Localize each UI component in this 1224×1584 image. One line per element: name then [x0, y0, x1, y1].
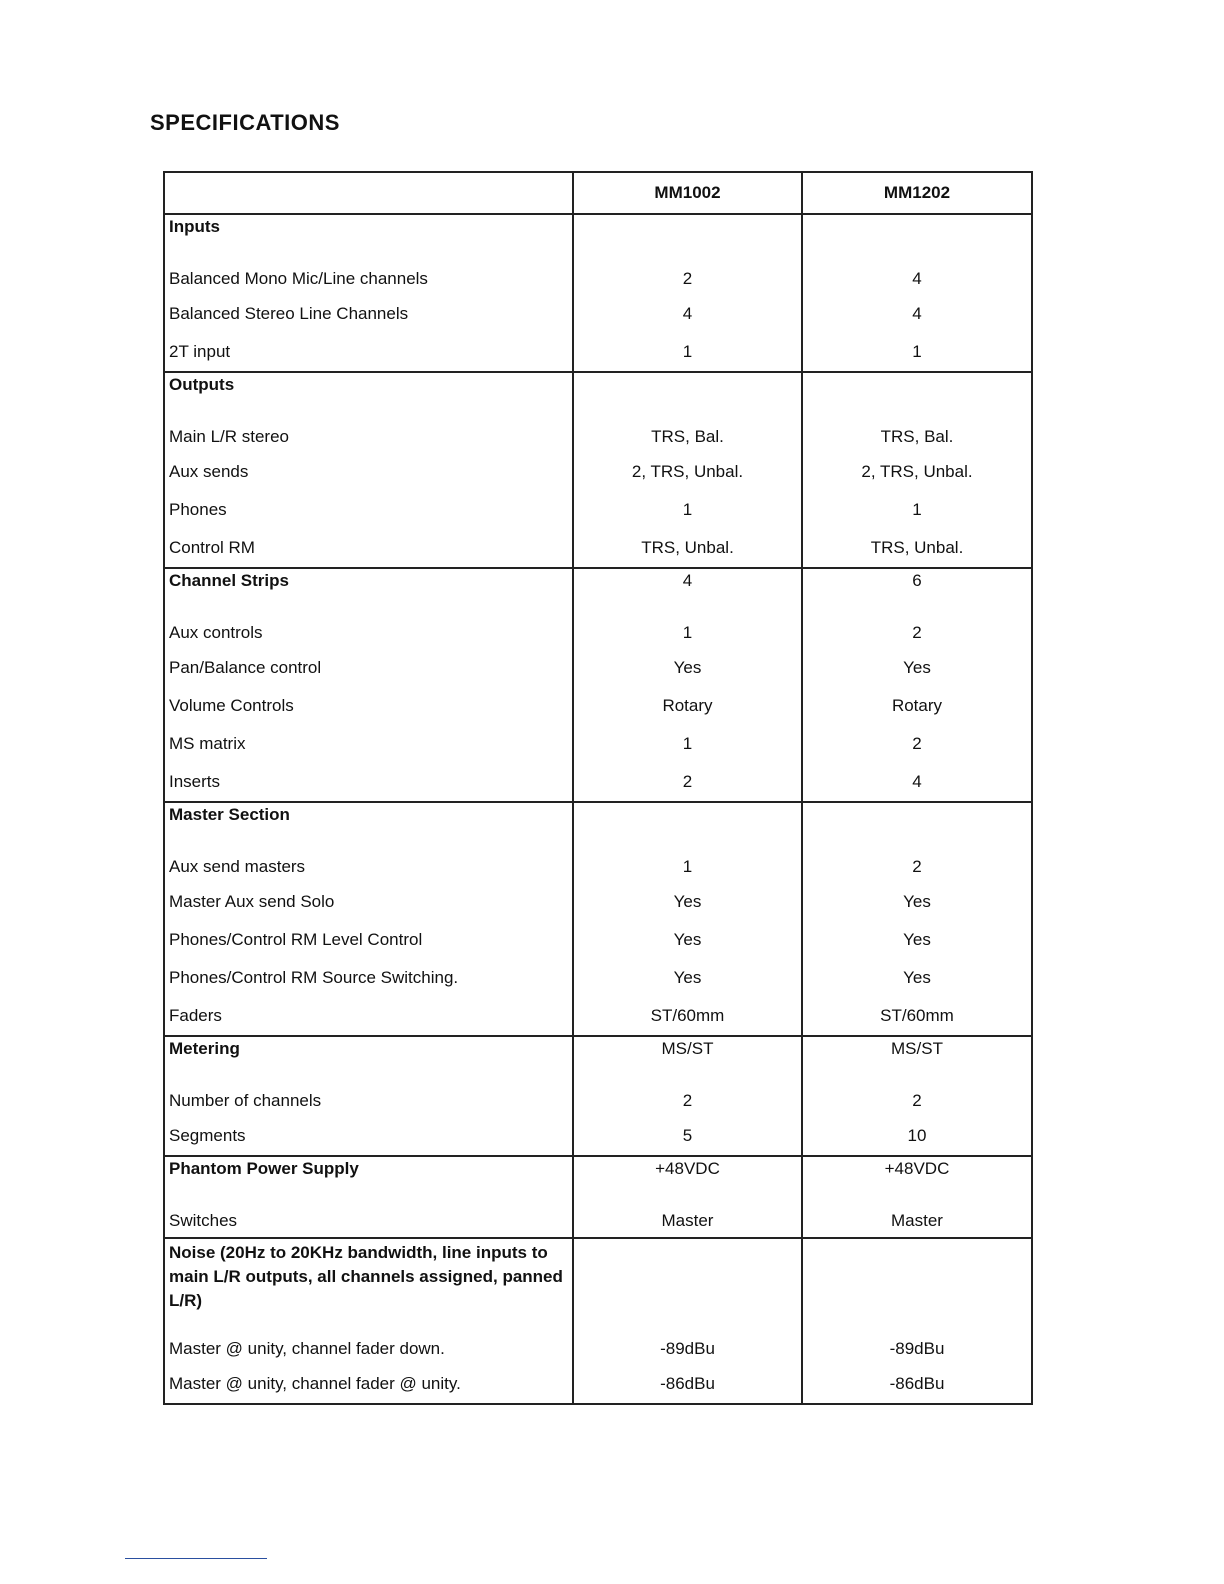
row-label: Control RM — [164, 529, 573, 568]
row-value-mm1202: 1 — [802, 491, 1032, 529]
row-value-mm1202: ST/60mm — [802, 997, 1032, 1036]
row-label: Balanced Mono Mic/Line channels — [164, 243, 573, 295]
row-value-mm1002: -86dBu — [573, 1365, 802, 1404]
row-value-mm1202: Master — [802, 1185, 1032, 1238]
row-label: Master @ unity, channel fader down. — [164, 1313, 573, 1365]
row-value-mm1202: 2, TRS, Unbal. — [802, 453, 1032, 491]
row-value-mm1202: -89dBu — [802, 1313, 1032, 1365]
row-value-mm1002: 2, TRS, Unbal. — [573, 453, 802, 491]
row-value-mm1002: Yes — [573, 649, 802, 687]
row-value-mm1002: -89dBu — [573, 1313, 802, 1365]
row-value-mm1202: Yes — [802, 883, 1032, 921]
row-value-mm1002: 4 — [573, 295, 802, 333]
row-label: Number of channels — [164, 1065, 573, 1117]
table-row — [164, 529, 1032, 568]
row-label: Aux send masters — [164, 831, 573, 883]
row-value-mm1002: Yes — [573, 921, 802, 959]
specifications-table — [163, 171, 1033, 1405]
header-model-mm1002: MM1002 — [573, 172, 802, 214]
row-value-mm1002: 1 — [573, 597, 802, 649]
group-value-mm1002 — [573, 802, 802, 831]
row-value-mm1002: Yes — [573, 883, 802, 921]
table-row — [164, 763, 1032, 802]
table-row — [164, 725, 1032, 763]
group-title: Inputs — [164, 214, 573, 243]
group-title: Outputs — [164, 372, 573, 401]
row-value-mm1202: 10 — [802, 1117, 1032, 1156]
table-row — [164, 1185, 1032, 1238]
footer-rule — [125, 1558, 267, 1559]
table-row — [164, 1117, 1032, 1156]
row-value-mm1202: 2 — [802, 1065, 1032, 1117]
header-blank-cell — [164, 172, 573, 214]
row-value-mm1202: Yes — [802, 649, 1032, 687]
row-value-mm1202: 2 — [802, 597, 1032, 649]
row-value-mm1202: 4 — [802, 243, 1032, 295]
group-title: Metering — [164, 1036, 573, 1065]
group-header-row — [164, 1156, 1032, 1185]
table-row — [164, 597, 1032, 649]
group-value-mm1002 — [573, 372, 802, 401]
row-value-mm1202: TRS, Unbal. — [802, 529, 1032, 568]
row-value-mm1002: Rotary — [573, 687, 802, 725]
row-value-mm1002: TRS, Bal. — [573, 401, 802, 453]
row-value-mm1202: Rotary — [802, 687, 1032, 725]
table-row — [164, 401, 1032, 453]
row-value-mm1002: 1 — [573, 491, 802, 529]
row-value-mm1202: 1 — [802, 333, 1032, 372]
row-label: 2T input — [164, 333, 573, 372]
row-value-mm1002: 1 — [573, 831, 802, 883]
group-value-mm1002 — [573, 1238, 802, 1313]
row-label: Switches — [164, 1185, 573, 1238]
row-value-mm1202: 2 — [802, 831, 1032, 883]
row-label: Inserts — [164, 763, 573, 802]
row-label: Phones/Control RM Level Control — [164, 921, 573, 959]
group-value-mm1202: 6 — [802, 568, 1032, 597]
row-label: Faders — [164, 997, 573, 1036]
row-value-mm1202: 4 — [802, 295, 1032, 333]
row-value-mm1202: 2 — [802, 725, 1032, 763]
header-model-mm1202: MM1202 — [802, 172, 1032, 214]
row-value-mm1002: 1 — [573, 725, 802, 763]
row-value-mm1002: Yes — [573, 959, 802, 997]
group-value-mm1002: MS/ST — [573, 1036, 802, 1065]
group-value-mm1202 — [802, 214, 1032, 243]
table-row — [164, 959, 1032, 997]
row-label: Main L/R stereo — [164, 401, 573, 453]
row-value-mm1202: -86dBu — [802, 1365, 1032, 1404]
group-value-mm1002: 4 — [573, 568, 802, 597]
page-title: SPECIFICATIONS — [150, 110, 340, 135]
table-row — [164, 831, 1032, 883]
table-row — [164, 687, 1032, 725]
group-header-row — [164, 568, 1032, 597]
row-value-mm1002: 2 — [573, 243, 802, 295]
table-row — [164, 997, 1032, 1036]
group-value-mm1202: MS/ST — [802, 1036, 1032, 1065]
row-label: MS matrix — [164, 725, 573, 763]
row-value-mm1002: 2 — [573, 763, 802, 802]
table-row — [164, 243, 1032, 295]
group-value-mm1002: +48VDC — [573, 1156, 802, 1185]
group-header-row — [164, 1036, 1032, 1065]
table-row — [164, 1313, 1032, 1365]
row-label: Aux sends — [164, 453, 573, 491]
row-value-mm1002: Master — [573, 1185, 802, 1238]
table-row — [164, 295, 1032, 333]
row-value-mm1002: ST/60mm — [573, 997, 802, 1036]
group-header-row — [164, 802, 1032, 831]
group-title: Channel Strips — [164, 568, 573, 597]
row-label: Master @ unity, channel fader @ unity. — [164, 1365, 573, 1404]
row-value-mm1002: TRS, Unbal. — [573, 529, 802, 568]
group-title: Master Section — [164, 802, 573, 831]
row-value-mm1002: 1 — [573, 333, 802, 372]
group-value-mm1002 — [573, 214, 802, 243]
group-value-mm1202 — [802, 372, 1032, 401]
table-row — [164, 333, 1032, 372]
row-value-mm1002: 2 — [573, 1065, 802, 1117]
row-label: Master Aux send Solo — [164, 883, 573, 921]
row-label: Phones — [164, 491, 573, 529]
table-row — [164, 921, 1032, 959]
group-value-mm1202 — [802, 802, 1032, 831]
row-value-mm1002: 5 — [573, 1117, 802, 1156]
table-header-row — [164, 172, 1032, 214]
group-value-mm1202 — [802, 1238, 1032, 1313]
row-label: Segments — [164, 1117, 573, 1156]
group-value-mm1202: +48VDC — [802, 1156, 1032, 1185]
group-header-row — [164, 372, 1032, 401]
row-value-mm1202: TRS, Bal. — [802, 401, 1032, 453]
row-label: Phones/Control RM Source Switching. — [164, 959, 573, 997]
table-row — [164, 883, 1032, 921]
row-value-mm1202: 4 — [802, 763, 1032, 802]
row-value-mm1202: Yes — [802, 959, 1032, 997]
table-row — [164, 1065, 1032, 1117]
group-title: Noise (20Hz to 20KHz bandwidth, line inputs to main L/R outputs, all channels assigned, panned L/R) — [164, 1238, 573, 1313]
row-label: Balanced Stereo Line Channels — [164, 295, 573, 333]
row-label: Aux controls — [164, 597, 573, 649]
table-row — [164, 1365, 1032, 1404]
specifications-body — [164, 214, 1032, 1404]
group-header-row — [164, 1238, 1032, 1313]
group-title: Phantom Power Supply — [164, 1156, 573, 1185]
table-row — [164, 453, 1032, 491]
group-header-row — [164, 214, 1032, 243]
row-value-mm1202: Yes — [802, 921, 1032, 959]
row-label: Pan/Balance control — [164, 649, 573, 687]
table-row — [164, 649, 1032, 687]
table-row — [164, 491, 1032, 529]
row-label: Volume Controls — [164, 687, 573, 725]
